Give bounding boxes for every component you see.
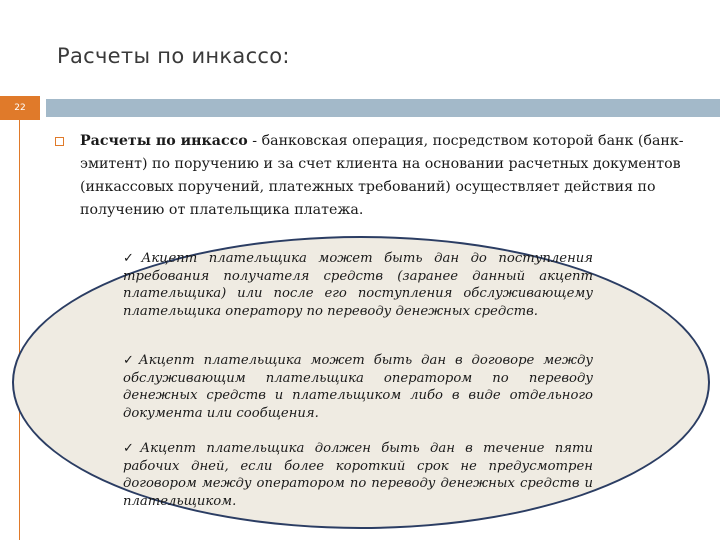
definition-text: - банковская операция, посредством которой банк (банк-эмитент) по поручению и за счет клиента на основании расчетных документов (инкассовых поручений, платежных требований) осуществляет действия по получению от плательщика платежа. [80,133,684,218]
note-text: Акцепт плательщика может быть дан до поступления требования получателя средств (заранее данный акцепт плательщика) или после его поступления обслуживающему плательщика оператору по переводу денежных средств. [123,251,593,319]
note-text: Акцепт плательщика должен быть дан в течение пяти рабочих дней, если более короткий срок не предусмотрен договором между оператором по переводу денежных средств и плательщиком. [123,441,593,509]
square-bullet-icon [55,137,64,146]
slide-title: Расчеты по инкассо: [57,44,290,68]
note-text: Акцепт плательщика может быть дан в договоре между обслуживающим плательщика оператором по переводу денежных средств и плательщиком либо в виде отдельного документа или сообщения. [123,353,593,421]
side-divider [19,120,20,540]
check-icon: ✓ [123,353,139,368]
note-paragraph [123,352,593,422]
definition-term: Расчеты по инкассо [80,133,248,149]
definition-paragraph [80,130,690,222]
note-paragraph [123,250,593,320]
slide-number: 22 [0,96,40,120]
header-bar [46,99,720,117]
check-icon: ✓ [123,251,142,266]
note-paragraph [123,440,593,510]
check-icon: ✓ [123,441,141,456]
